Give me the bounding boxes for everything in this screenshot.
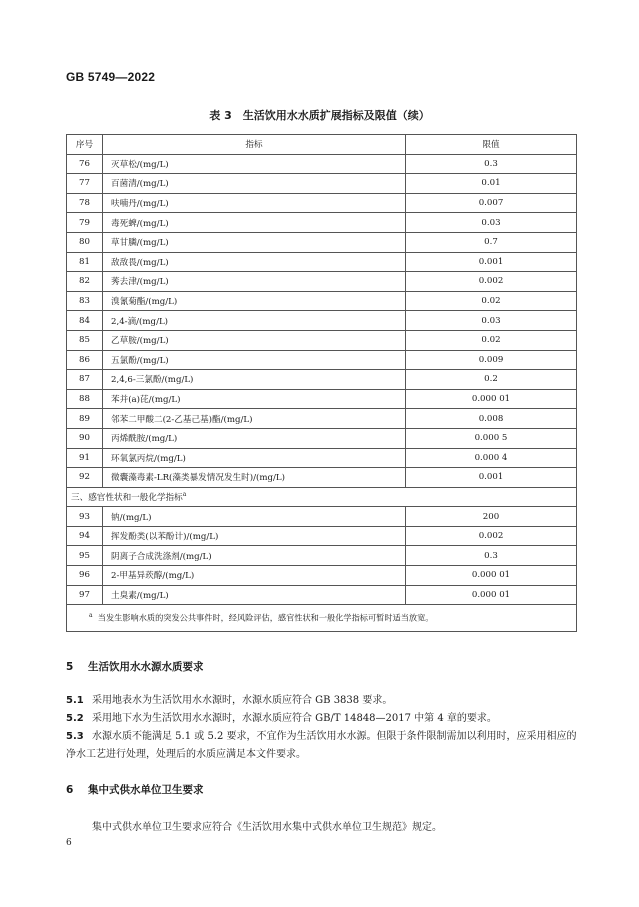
section6-number: 6 (66, 784, 74, 796)
clause-text: 水源水质不能满足 5.1 或 5.2 要求，不宜作为生活饮用水水源。但限于条件限制需加以利用时，应采用相应的净水工艺进行处理，处理后的水质应满足本文件要求。 (66, 731, 577, 760)
limit-value: 200 (406, 507, 577, 527)
indicator-table (66, 134, 577, 632)
row-number: 93 (67, 507, 103, 527)
row-number: 97 (67, 585, 103, 605)
clause-5-2 (66, 710, 578, 728)
indicator-name: 草甘膦/(mg/L) (103, 232, 406, 252)
limit-value: 0.000 01 (406, 389, 577, 409)
table-footnote-group (67, 605, 577, 632)
section5-number: 5 (66, 661, 74, 673)
indicator-name: 苯并(a)芘/(mg/L) (103, 389, 406, 409)
section6-heading (66, 782, 204, 797)
indicator-name: 2,4,6-三氯酚/(mg/L) (103, 370, 406, 390)
clause-text: 采用地下水为生活饮用水水源时，水源水质应符合 GB/T 14848—2017 中第 4 章的要求。 (92, 713, 497, 724)
table-row (67, 566, 577, 586)
limit-value: 0.002 (406, 272, 577, 292)
limit-value: 0.001 (406, 252, 577, 272)
table-body-part2 (67, 507, 577, 605)
indicator-name: 毒死蜱/(mg/L) (103, 213, 406, 233)
row-number: 81 (67, 252, 103, 272)
limit-value: 0.009 (406, 350, 577, 370)
row-number: 77 (67, 174, 103, 194)
indicator-name: 挥发酚类(以苯酚计)/(mg/L) (103, 526, 406, 546)
limit-value: 0.7 (406, 232, 577, 252)
limit-value: 0.007 (406, 193, 577, 213)
table-row (67, 193, 577, 213)
indicator-name: 环氧氯丙烷/(mg/L) (103, 448, 406, 468)
clause-number: 5.3 (66, 731, 84, 742)
table-row (67, 507, 577, 527)
table-header-row (67, 135, 577, 155)
footnote-cell (67, 605, 577, 632)
table-row (67, 330, 577, 350)
row-number: 83 (67, 291, 103, 311)
limit-value: 0.000 01 (406, 585, 577, 605)
indicator-name: 阴离子合成洗涤剂/(mg/L) (103, 546, 406, 566)
table-row (67, 428, 577, 448)
limit-value: 0.02 (406, 330, 577, 350)
limit-value: 0.000 4 (406, 448, 577, 468)
indicator-name: 敌敌畏/(mg/L) (103, 252, 406, 272)
section6-paragraph: 集中式供水单位卫生要求应符合《生活饮用水集中式供水单位卫生规范》规定。 (92, 822, 442, 833)
table-row (67, 389, 577, 409)
indicator-name: 邻苯二甲酸二(2-乙基己基)酯/(mg/L) (103, 409, 406, 429)
table-row (67, 213, 577, 233)
table-row (67, 232, 577, 252)
table-row (67, 585, 577, 605)
indicator-name: 百菌清/(mg/L) (103, 174, 406, 194)
indicator-name: 钠/(mg/L) (103, 507, 406, 527)
row-number: 96 (67, 566, 103, 586)
limit-value: 0.002 (406, 526, 577, 546)
row-number: 91 (67, 448, 103, 468)
limit-value: 0.3 (406, 546, 577, 566)
table-row (67, 252, 577, 272)
indicator-name: 溴氰菊酯/(mg/L) (103, 291, 406, 311)
row-number: 89 (67, 409, 103, 429)
table-body-part1 (67, 154, 577, 487)
row-number: 84 (67, 311, 103, 331)
section5-title: 生活饮用水水源水质要求 (88, 661, 204, 673)
indicator-name: 2-甲基异莰醇/(mg/L) (103, 566, 406, 586)
row-number: 94 (67, 526, 103, 546)
limit-value: 0.3 (406, 154, 577, 174)
indicator-name: 微囊藻毒素-LR(藻类暴发情况发生时)/(mg/L) (103, 468, 406, 488)
row-number: 85 (67, 330, 103, 350)
row-number: 87 (67, 370, 103, 390)
section-row (67, 487, 577, 507)
limit-value: 0.001 (406, 468, 577, 488)
row-number: 92 (67, 468, 103, 488)
limit-value: 0.03 (406, 311, 577, 331)
clause-5-3 (66, 728, 578, 764)
table-row (67, 291, 577, 311)
table-row (67, 409, 577, 429)
row-number: 88 (67, 389, 103, 409)
limit-value: 0.000 5 (406, 428, 577, 448)
table-row (67, 154, 577, 174)
section-row-cell (67, 487, 577, 507)
section5-heading (66, 659, 204, 674)
clause-number: 5.1 (66, 695, 84, 706)
table-row (67, 448, 577, 468)
limit-value: 0.01 (406, 174, 577, 194)
indicator-name: 呋喃丹/(mg/L) (103, 193, 406, 213)
row-number: 76 (67, 154, 103, 174)
limit-value: 0.000 01 (406, 566, 577, 586)
row-number: 86 (67, 350, 103, 370)
indicator-name: 乙草胺/(mg/L) (103, 330, 406, 350)
section6-title: 集中式供水单位卫生要求 (88, 784, 204, 796)
table-title: 表 3 生活饮用水水质扩展指标及限值（续） (209, 109, 430, 122)
row-number: 79 (67, 213, 103, 233)
footnote-text: 当发生影响水质的突发公共事件时，经风险评估，感官性状和一般化学指标可暂时适当放宽。 (97, 613, 434, 624)
col-header-limit: 限值 (406, 135, 577, 155)
limit-value: 0.2 (406, 370, 577, 390)
section-row-label: 三、感官性状和一般化学指标 (71, 492, 183, 503)
limit-value: 0.008 (406, 409, 577, 429)
clause-text: 采用地表水为生活饮用水水源时，水源水质应符合 GB 3838 要求。 (92, 695, 393, 706)
table-row (67, 370, 577, 390)
table-section-row-group (67, 487, 577, 507)
footnote-row (67, 605, 577, 632)
indicator-name: 五氯酚/(mg/L) (103, 350, 406, 370)
indicator-name: 土臭素/(mg/L) (103, 585, 406, 605)
table-row (67, 546, 577, 566)
col-header-indicator: 指标 (103, 135, 406, 155)
table-row (67, 311, 577, 331)
page-number: 6 (66, 838, 72, 848)
indicator-name: 灭草松/(mg/L) (103, 154, 406, 174)
table-row (67, 526, 577, 546)
indicator-name: 莠去津/(mg/L) (103, 272, 406, 292)
indicator-name: 丙烯酰胺/(mg/L) (103, 428, 406, 448)
standard-code: GB 5749—2022 (66, 70, 156, 84)
col-header-no: 序号 (67, 135, 103, 155)
clause-5-1 (66, 692, 578, 710)
clause-number: 5.2 (66, 713, 84, 724)
limit-value: 0.02 (406, 291, 577, 311)
table-row (67, 350, 577, 370)
limit-value: 0.03 (406, 213, 577, 233)
row-number: 80 (67, 232, 103, 252)
footnote-mark: a (89, 612, 93, 620)
row-number: 90 (67, 428, 103, 448)
table-row (67, 468, 577, 488)
indicator-name: 2,4-滴/(mg/L) (103, 311, 406, 331)
row-number: 95 (67, 546, 103, 566)
section-row-mark: a (182, 491, 187, 499)
row-number: 82 (67, 272, 103, 292)
table-row (67, 272, 577, 292)
row-number: 78 (67, 193, 103, 213)
table-row (67, 174, 577, 194)
